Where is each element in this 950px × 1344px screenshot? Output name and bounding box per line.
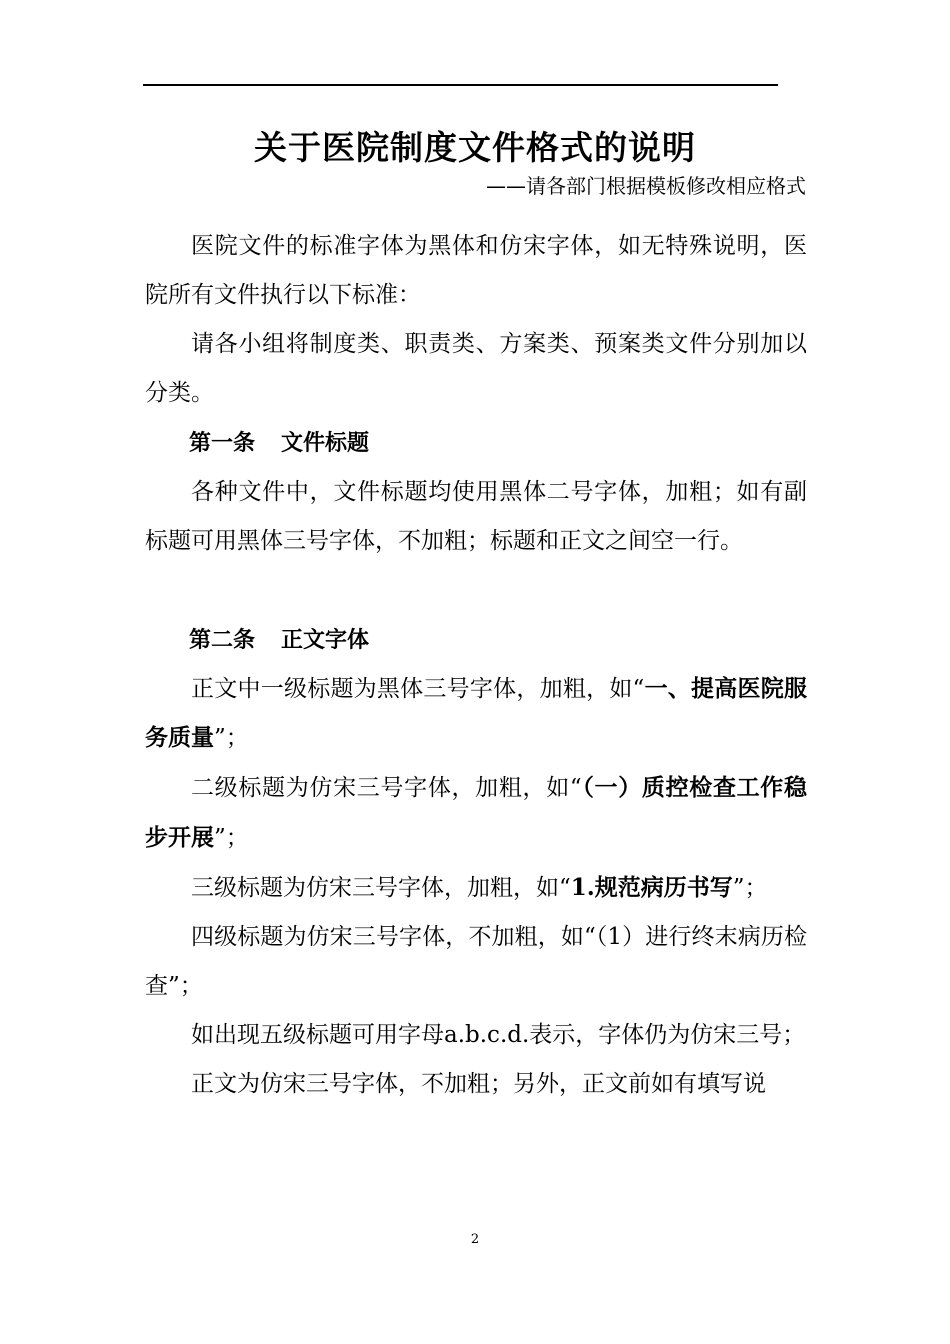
level-1-example: 一、提高医院服务质量 xyxy=(145,676,808,751)
intro-paragraph-2: 请各小组将制度类、职责类、方案类、预案类文件分别加以分类。 xyxy=(145,331,807,406)
level-2-example: （一）质控检查工作稳步开展 xyxy=(145,774,807,851)
article-2-title: 正文字体 xyxy=(281,628,370,653)
body-text-rule: 正文为仿宋三号字体，不加粗；另外，正文前如有填写说 xyxy=(191,1071,766,1097)
level-4-heading-rule: 四级标题为仿宋三号字体，不加粗，如“（1）进行终末病历检查”； xyxy=(145,924,807,999)
page-number: 2 xyxy=(470,1232,480,1247)
rule-text-end: ”； xyxy=(214,825,249,851)
rule-text-end: ”； xyxy=(732,875,768,901)
level-2-heading-rule xyxy=(145,763,807,863)
rule-text-end: ”； xyxy=(214,725,249,751)
document-title: 关于医院制度文件格式的说明 xyxy=(254,128,696,167)
rule-text: 三级标题为仿宋三号字体，加粗，如“ xyxy=(191,875,571,901)
rule-text: 二级标题为仿宋三号字体，加粗，如“ xyxy=(191,775,582,801)
level-5-heading-rule: 如出现五级标题可用字母a.b.c.d.表示，字体仍为仿宋三号； xyxy=(191,1022,806,1048)
article-1-title: 文件标题 xyxy=(281,431,370,456)
level-3-example: 1.规范病历书写 xyxy=(570,874,733,901)
level-3-heading-rule xyxy=(145,863,807,913)
article-2-number: 第二条 xyxy=(189,628,256,653)
document-subtitle: ——请各部门根据模板修改相应格式 xyxy=(486,174,806,198)
header-rule xyxy=(143,84,778,86)
article-1-heading xyxy=(145,418,807,468)
rule-text: 正文中一级标题为黑体三号字体，加粗，如“ xyxy=(191,676,645,702)
article-1-number: 第一条 xyxy=(189,431,256,456)
level-1-heading-rule xyxy=(145,665,807,763)
document-body xyxy=(145,222,807,1109)
intro-paragraph-1: 医院文件的标准字体为黑体和仿宋字体，如无特殊说明，医院所有文件执行以下标准： xyxy=(145,233,807,308)
article-2-heading xyxy=(145,615,807,665)
article-1-paragraph: 各种文件中，文件标题均使用黑体二号字体，加粗；如有副标题可用黑体三号字体，不加粗；标题和正文之间空一行。 xyxy=(145,479,807,554)
